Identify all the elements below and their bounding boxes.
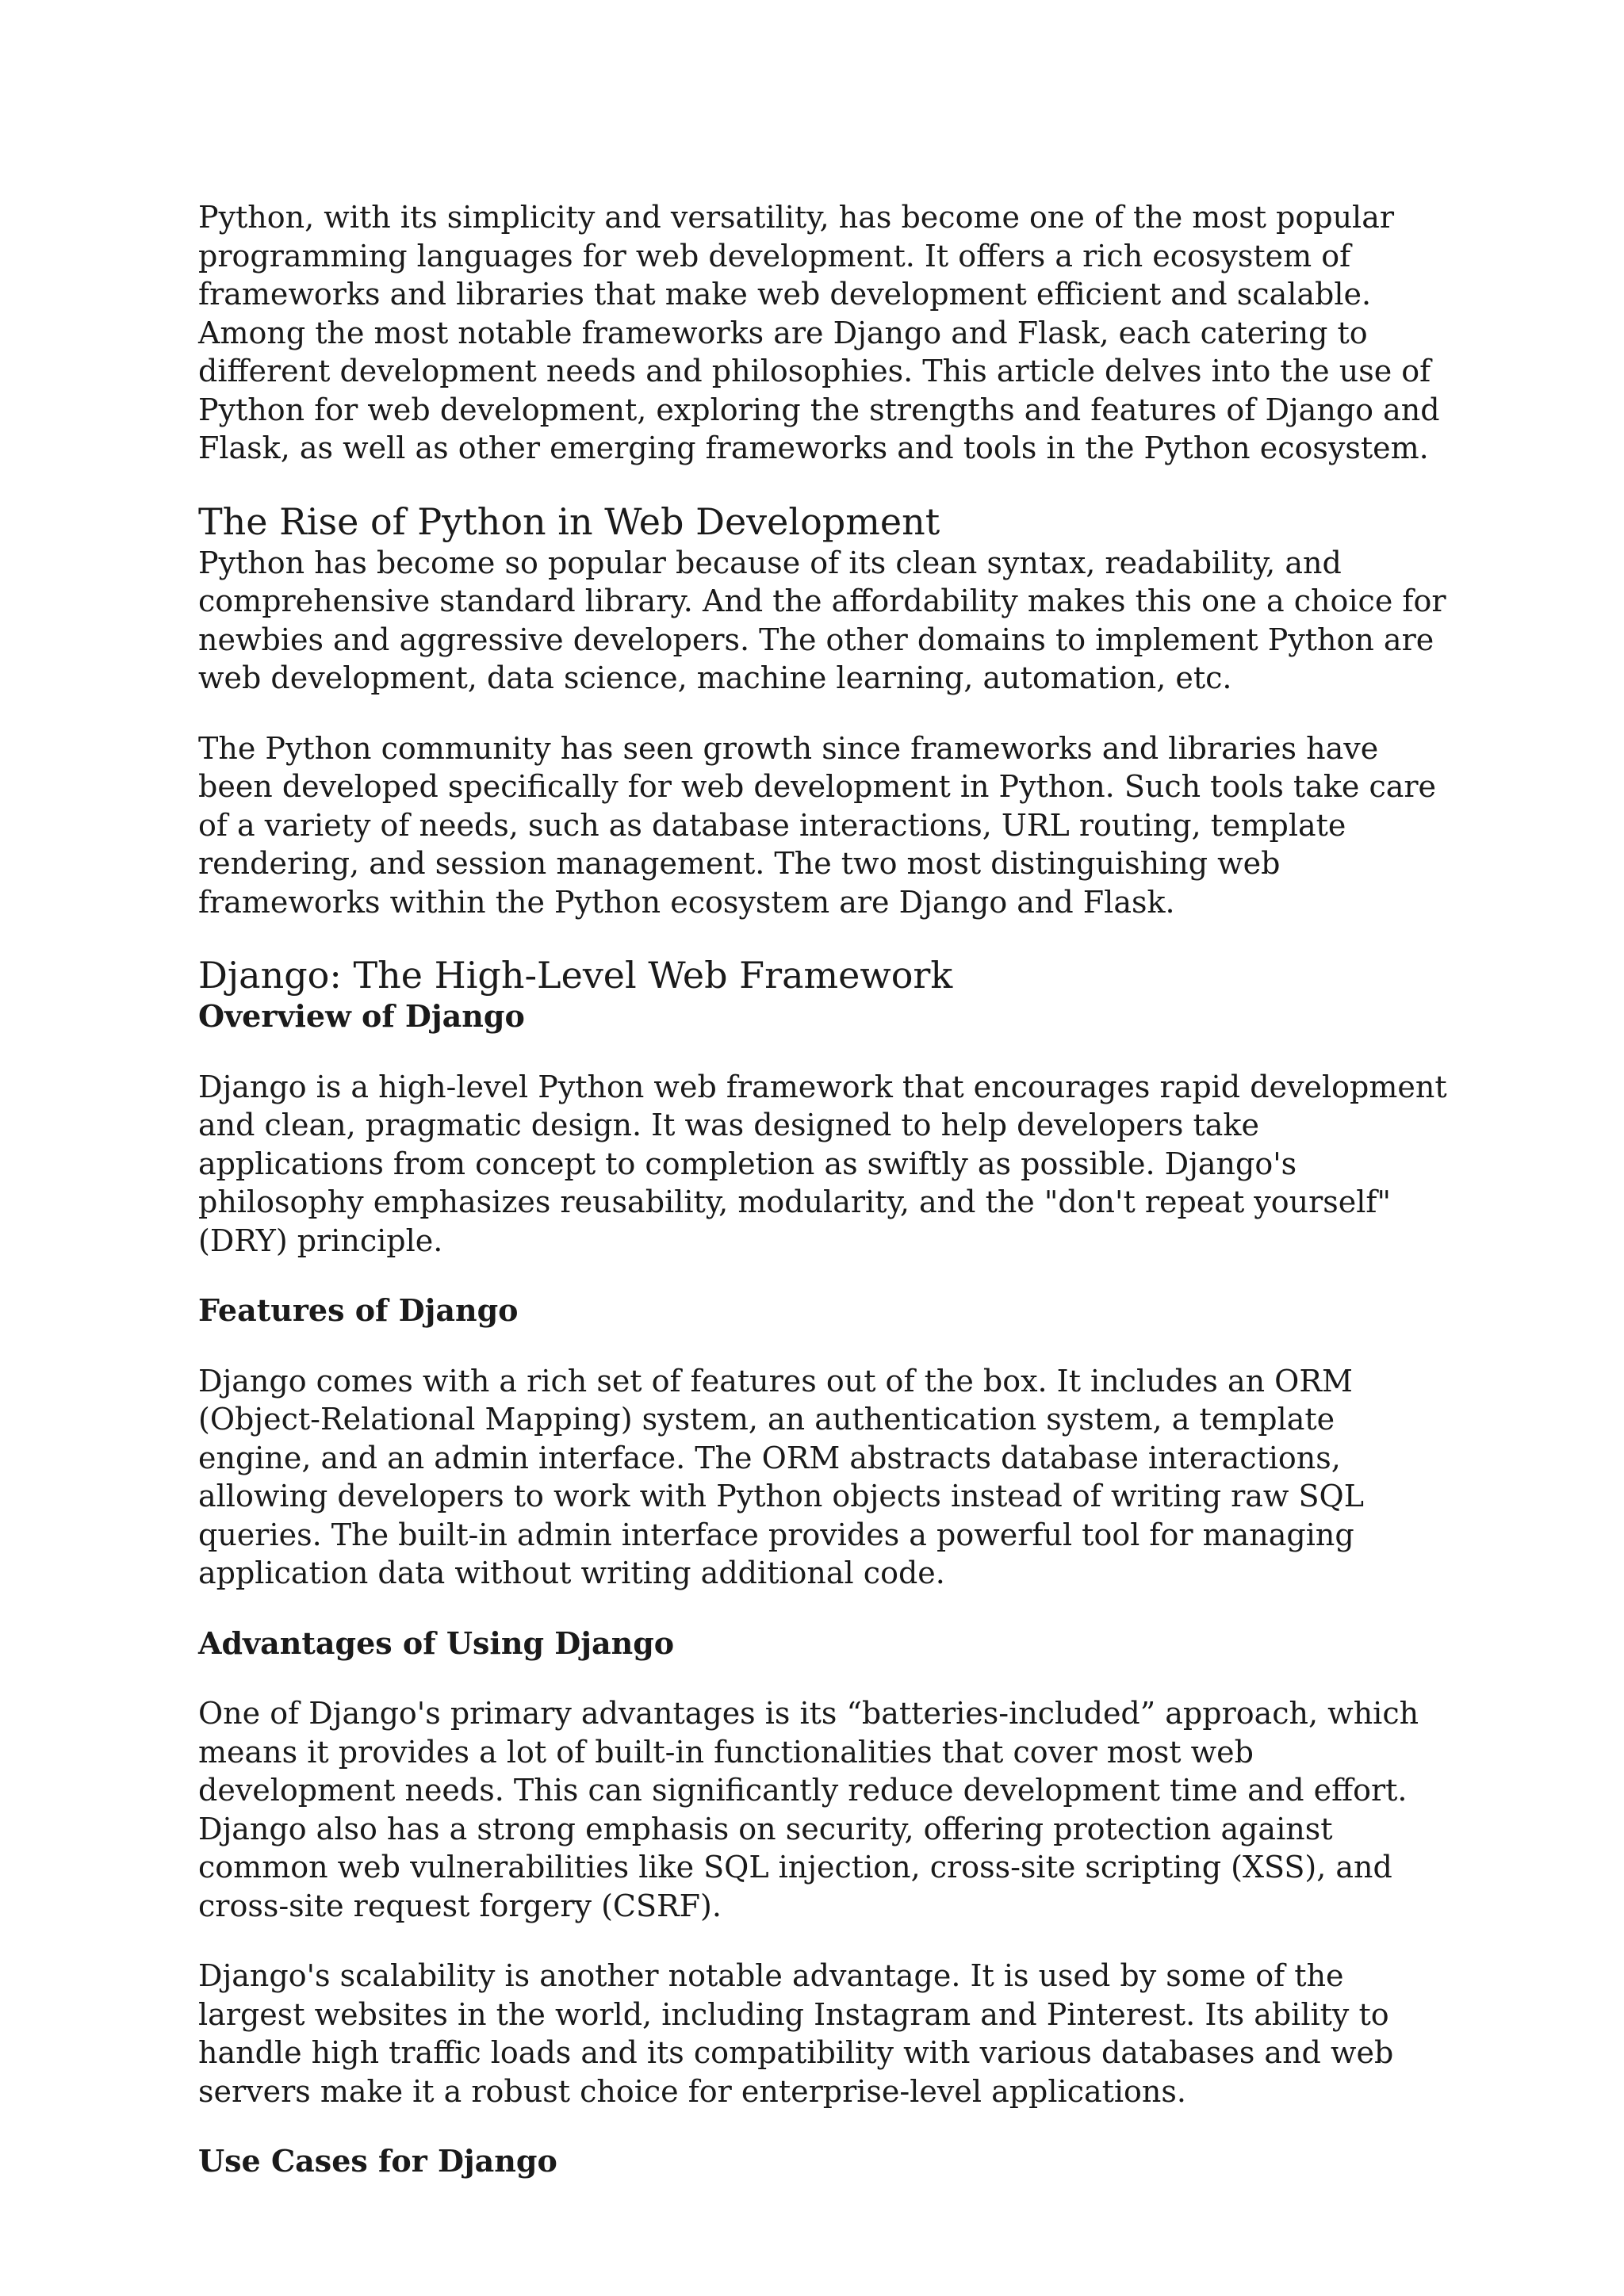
rise-paragraph-2: The Python community has seen growth since frameworks and libraries have been developed specifically for web development in Python. Such tools take care of a variety of needs, such as database interactions, URL routing, template rendering, and session management. The two most distinguishing web frameworks within the Python ecosystem are Django and Flask.: [198, 730, 1437, 920]
overview-heading: Overview of Django: [198, 998, 525, 1034]
rise-paragraph-1: Python has become so popular because of its clean syntax, readability, and comprehensive standard library. And the affordability makes this one a choice for newbies and aggressive developers. The other domains to implement Python are web development, data science, machine learning, automation, etc.: [198, 545, 1446, 695]
django-heading: Django: The High-Level Web Framework: [198, 954, 953, 997]
advantages-paragraph-1: One of Django's primary advantages is its “batteries-included” approach, which means it provides a lot of built-in functionalities that cover most web development needs. This can significantly reduce development time and effort. Django also has a strong emphasis on security, offering protection against common web vulnerabilities like SQL injection, cross-site scripting (XSS), and cross-site request forgery (CSRF).: [198, 1696, 1419, 1923]
overview-paragraph: Django is a high-level Python web framework that encourages rapid development and clean, pragmatic design. It was designed to help developers take applications from concept to completion as swiftly as possible. Django's philosophy emphasizes reusability, modularity, and the "don't repeat yourself" (DRY) principle.: [198, 1069, 1447, 1258]
rise-heading: The Rise of Python in Web Development: [198, 499, 940, 543]
features-heading: Features of Django: [198, 1292, 519, 1328]
use-cases-heading: Use Cases for Django: [198, 2143, 557, 2179]
advantages-heading: Advantages of Using Django: [198, 1624, 675, 1661]
intro-paragraph: Python, with its simplicity and versatility, has become one of the most popular programming languages for web development. It offers a rich ecosystem of frameworks and libraries that make web development efficient and scalable. Among the most notable frameworks are Django and Flask, each catering to different development needs and philosophies. This article delves into the use of Python for web development, exploring the strengths and features of Django and Flask, as well as other emerging frameworks and tools in the Python ecosystem.: [198, 200, 1440, 465]
advantages-paragraph-2: Django's scalability is another notable advantage. It is used by some of the largest websites in the world, including Instagram and Pinterest. Its ability to handle high traffic loads and its compatibility with various databases and web servers make it a robust choice for enterprise-level applications.: [198, 1958, 1394, 2109]
document-page: [198, 198, 1447, 2213]
features-paragraph: Django comes with a rich set of features out of the box. It includes an ORM (Object-Relational Mapping) system, an authentication system, a template engine, and an admin interface. The ORM abstracts database interactions, allowing developers to work with Python objects instead of writing raw SQL queries. The built-in admin interface provides a powerful tool for managing application data without writing additional code.: [198, 1363, 1364, 1590]
